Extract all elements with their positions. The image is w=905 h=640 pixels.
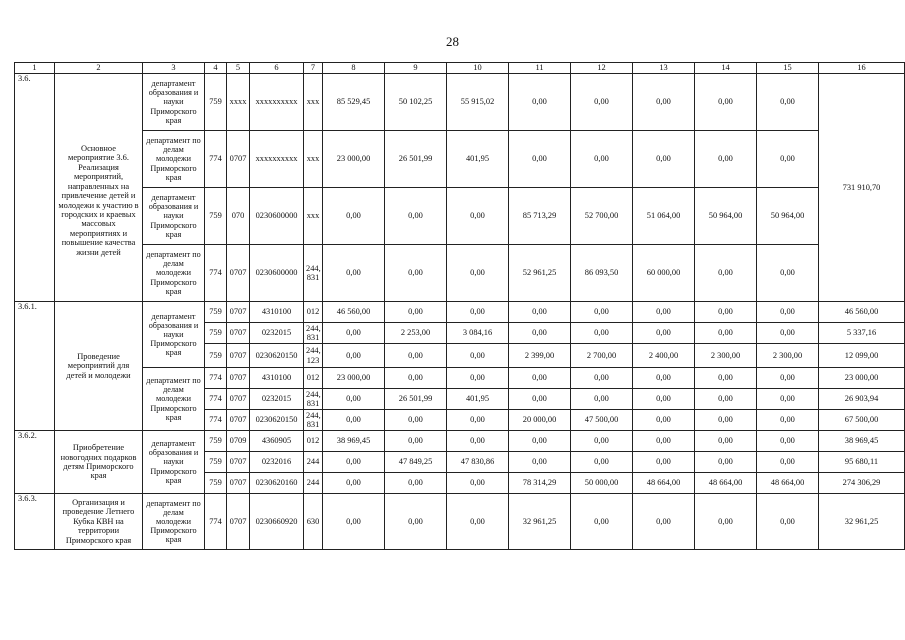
cell-year-value: 0,00 [633, 131, 695, 188]
cell-year-value: 0,00 [509, 368, 571, 389]
cell-year-value: 0,00 [447, 410, 509, 431]
cell-year-value: 0,00 [695, 323, 757, 344]
cell-year-value: 0,00 [571, 131, 633, 188]
page-number: 28 [446, 34, 459, 49]
cell-total: 274 306,29 [819, 473, 905, 494]
cell-year-value: 0,00 [571, 389, 633, 410]
cell-year-value: 0,00 [509, 74, 571, 131]
table-row [15, 74, 905, 131]
cell-total: 67 500,00 [819, 410, 905, 431]
cell-year-value: 0,00 [757, 131, 819, 188]
cell-year-value: 0,00 [509, 452, 571, 473]
cell-year-value: 0,00 [571, 494, 633, 550]
cell-year-value: 0,00 [695, 131, 757, 188]
cell-year-value: 50 102,25 [385, 74, 447, 131]
cell-expense-type: 012 [304, 431, 323, 452]
section-name: Приобретение новогодних подарков детям Приморского края [55, 431, 143, 494]
cell-year-value: 46 560,00 [323, 302, 385, 323]
cell-year-value: 0,00 [447, 344, 509, 368]
cell-section: 0707 [227, 494, 250, 550]
cell-year-value: 0,00 [633, 302, 695, 323]
cell-year-value: 78 314,29 [509, 473, 571, 494]
cell-year-value: 0,00 [385, 188, 447, 245]
cell-grbs: 774 [205, 410, 227, 431]
cell-year-value: 52 961,25 [509, 245, 571, 302]
cell-target: 4360905 [250, 431, 304, 452]
cell-year-value: 0,00 [757, 323, 819, 344]
cell-total: 38 969,45 [819, 431, 905, 452]
cell-target: 0232015 [250, 389, 304, 410]
cell-grbs: 759 [205, 473, 227, 494]
cell-year-value: 0,00 [695, 302, 757, 323]
column-header: 15 [757, 63, 819, 74]
cell-target: 0230600000 [250, 245, 304, 302]
table-row [15, 368, 905, 389]
column-header: 8 [323, 63, 385, 74]
cell-target: 0232016 [250, 452, 304, 473]
cell-year-value: 50 964,00 [757, 188, 819, 245]
cell-section: 0707 [227, 410, 250, 431]
table-row [15, 302, 905, 323]
cell-section: 070 [227, 188, 250, 245]
cell-year-value: 85 529,45 [323, 74, 385, 131]
cell-year-value: 0,00 [385, 302, 447, 323]
cell-expense-type: 630 [304, 494, 323, 550]
column-header: 4 [205, 63, 227, 74]
cell-year-value: 48 664,00 [757, 473, 819, 494]
cell-grbs: 759 [205, 302, 227, 323]
cell-year-value: 0,00 [571, 323, 633, 344]
column-header: 6 [250, 63, 304, 74]
table-row [15, 245, 905, 302]
cell-section: xxxx [227, 74, 250, 131]
cell-year-value: 0,00 [633, 368, 695, 389]
cell-year-value: 0,00 [323, 188, 385, 245]
cell-year-value: 0,00 [757, 452, 819, 473]
cell-year-value: 0,00 [571, 74, 633, 131]
cell-year-value: 0,00 [633, 494, 695, 550]
cell-section: 0707 [227, 131, 250, 188]
cell-year-value: 47 830,86 [447, 452, 509, 473]
cell-year-value: 0,00 [633, 74, 695, 131]
cell-year-value: 0,00 [757, 389, 819, 410]
cell-year-value: 0,00 [447, 473, 509, 494]
cell-expense-type: 244, 831 [304, 410, 323, 431]
cell-year-value: 26 501,99 [385, 131, 447, 188]
cell-grbs: 759 [205, 431, 227, 452]
column-header: 13 [633, 63, 695, 74]
cell-year-value: 0,00 [447, 431, 509, 452]
cell-total: 46 560,00 [819, 302, 905, 323]
cell-year-value: 0,00 [509, 131, 571, 188]
column-header: 3 [143, 63, 205, 74]
cell-total: 26 903,94 [819, 389, 905, 410]
cell-year-value: 0,00 [695, 410, 757, 431]
cell-grbs: 774 [205, 368, 227, 389]
department-cell: департамент по делам молодежи Приморского края [143, 245, 205, 302]
cell-year-value: 0,00 [509, 389, 571, 410]
department-cell: департамент образования и науки Приморского края [143, 431, 205, 494]
cell-year-value: 2 253,00 [385, 323, 447, 344]
cell-grbs: 774 [205, 131, 227, 188]
cell-total: 95 680,11 [819, 452, 905, 473]
column-header: 10 [447, 63, 509, 74]
cell-total: 5 337,16 [819, 323, 905, 344]
cell-expense-type: xxx [304, 131, 323, 188]
cell-grbs: 774 [205, 389, 227, 410]
cell-grbs: 759 [205, 323, 227, 344]
cell-section: 0707 [227, 245, 250, 302]
cell-year-value: 0,00 [695, 389, 757, 410]
cell-year-value: 0,00 [633, 410, 695, 431]
cell-year-value: 0,00 [757, 245, 819, 302]
cell-year-value: 0,00 [757, 494, 819, 550]
cell-year-value: 0,00 [571, 452, 633, 473]
column-header: 11 [509, 63, 571, 74]
cell-year-value: 0,00 [695, 431, 757, 452]
cell-year-value: 47 500,00 [571, 410, 633, 431]
column-header: 9 [385, 63, 447, 74]
cell-year-value: 0,00 [323, 323, 385, 344]
cell-grbs: 759 [205, 452, 227, 473]
table-row [15, 494, 905, 550]
cell-grbs: 759 [205, 74, 227, 131]
cell-year-value: 50 000,00 [571, 473, 633, 494]
section-name: Организация и проведение Летнего Кубка КВН на территории Приморского края [55, 494, 143, 550]
table-row [15, 131, 905, 188]
department-cell: департамент образования и науки Приморского края [143, 74, 205, 131]
cell-target: 0230660920 [250, 494, 304, 550]
cell-year-value: 2 400,00 [633, 344, 695, 368]
cell-total: 32 961,25 [819, 494, 905, 550]
cell-target: 0230600000 [250, 188, 304, 245]
cell-total: 12 099,00 [819, 344, 905, 368]
cell-year-value: 50 964,00 [695, 188, 757, 245]
cell-expense-type: 012 [304, 368, 323, 389]
cell-grbs: 774 [205, 245, 227, 302]
cell-year-value: 401,95 [447, 389, 509, 410]
cell-section: 0707 [227, 323, 250, 344]
section-code: 3.6.3. [15, 494, 55, 550]
column-header: 2 [55, 63, 143, 74]
cell-year-value: 0,00 [509, 431, 571, 452]
cell-section: 0707 [227, 368, 250, 389]
cell-year-value: 48 664,00 [633, 473, 695, 494]
section-code: 3.6.1. [15, 302, 55, 431]
cell-year-value: 0,00 [571, 431, 633, 452]
cell-section: 0707 [227, 302, 250, 323]
cell-year-value: 0,00 [447, 494, 509, 550]
cell-year-value: 0,00 [447, 245, 509, 302]
column-header: 7 [304, 63, 323, 74]
cell-year-value: 0,00 [385, 410, 447, 431]
cell-section: 0707 [227, 452, 250, 473]
cell-year-value: 0,00 [323, 494, 385, 550]
cell-year-value: 0,00 [323, 245, 385, 302]
cell-year-value: 0,00 [695, 494, 757, 550]
cell-target: 0230620150 [250, 344, 304, 368]
section-code: 3.6. [15, 74, 55, 302]
cell-year-value: 48 664,00 [695, 473, 757, 494]
cell-year-value: 2 300,00 [757, 344, 819, 368]
cell-year-value: 0,00 [447, 302, 509, 323]
header-row [15, 63, 905, 74]
cell-year-value: 52 700,00 [571, 188, 633, 245]
cell-expense-type: 244, 123 [304, 344, 323, 368]
cell-expense-type: 244, 831 [304, 389, 323, 410]
cell-year-value: 0,00 [323, 452, 385, 473]
cell-expense-type: xxx [304, 188, 323, 245]
cell-target: 0232015 [250, 323, 304, 344]
column-header: 14 [695, 63, 757, 74]
cell-year-value: 0,00 [385, 368, 447, 389]
cell-year-value: 32 961,25 [509, 494, 571, 550]
department-cell: департамент образования и науки Приморского края [143, 302, 205, 368]
cell-year-value: 0,00 [757, 431, 819, 452]
table-row [15, 188, 905, 245]
cell-year-value: 0,00 [695, 74, 757, 131]
cell-grbs: 759 [205, 188, 227, 245]
cell-year-value: 2 700,00 [571, 344, 633, 368]
section-name: Основное мероприятие 3.6. Реализация мероприятий, направленных на привлечение детей и молодежи к участию в городских и краевых массовых мероприятиях и повышение качества жизни детей [55, 74, 143, 302]
cell-section: 0707 [227, 473, 250, 494]
cell-year-value: 0,00 [695, 368, 757, 389]
cell-year-value: 0,00 [695, 452, 757, 473]
column-header: 16 [819, 63, 905, 74]
cell-expense-type: 244, 831 [304, 323, 323, 344]
cell-expense-type: 244 [304, 473, 323, 494]
cell-year-value: 23 000,00 [323, 368, 385, 389]
cell-year-value: 0,00 [323, 410, 385, 431]
cell-year-value: 0,00 [385, 245, 447, 302]
cell-year-value: 0,00 [757, 302, 819, 323]
column-header: 1 [15, 63, 55, 74]
cell-year-value: 0,00 [757, 410, 819, 431]
section-name: Проведение мероприятий для детей и молодежи [55, 302, 143, 431]
cell-year-value: 0,00 [385, 431, 447, 452]
cell-year-value: 401,95 [447, 131, 509, 188]
cell-year-value: 0,00 [695, 245, 757, 302]
cell-year-value: 55 915,02 [447, 74, 509, 131]
cell-grbs: 774 [205, 494, 227, 550]
cell-target: 0230620160 [250, 473, 304, 494]
cell-section: 0707 [227, 389, 250, 410]
cell-target: 4310100 [250, 368, 304, 389]
cell-year-value: 85 713,29 [509, 188, 571, 245]
cell-target: 4310100 [250, 302, 304, 323]
cell-year-value: 2 300,00 [695, 344, 757, 368]
cell-year-value: 0,00 [633, 323, 695, 344]
cell-year-value: 20 000,00 [509, 410, 571, 431]
cell-year-value: 23 000,00 [323, 131, 385, 188]
cell-year-value: 0,00 [447, 188, 509, 245]
cell-year-value: 0,00 [323, 473, 385, 494]
cell-expense-type: xxx [304, 74, 323, 131]
cell-section: 0707 [227, 344, 250, 368]
cell-year-value: 0,00 [633, 389, 695, 410]
department-cell: департамент по делам молодежи Приморского края [143, 131, 205, 188]
department-cell: департамент по делам молодежи Приморского края [143, 368, 205, 431]
cell-year-value: 0,00 [447, 368, 509, 389]
cell-total: 23 000,00 [819, 368, 905, 389]
cell-year-value: 51 064,00 [633, 188, 695, 245]
cell-expense-type: 244, 831 [304, 245, 323, 302]
cell-year-value: 0,00 [571, 368, 633, 389]
cell-total: 731 910,70 [819, 74, 905, 302]
column-header: 12 [571, 63, 633, 74]
cell-year-value: 38 969,45 [323, 431, 385, 452]
cell-section: 0709 [227, 431, 250, 452]
cell-year-value: 0,00 [571, 302, 633, 323]
cell-year-value: 0,00 [757, 368, 819, 389]
cell-expense-type: 244 [304, 452, 323, 473]
cell-year-value: 0,00 [633, 452, 695, 473]
cell-year-value: 0,00 [757, 74, 819, 131]
cell-year-value: 0,00 [509, 323, 571, 344]
cell-year-value: 86 093,50 [571, 245, 633, 302]
table-row [15, 431, 905, 452]
department-cell: департамент образования и науки Приморского края [143, 188, 205, 245]
department-cell: департамент по делам молодежи Приморского края [143, 494, 205, 550]
cell-target: xxxxxxxxxx [250, 131, 304, 188]
cell-year-value: 0,00 [385, 344, 447, 368]
cell-year-value: 0,00 [633, 431, 695, 452]
cell-year-value: 2 399,00 [509, 344, 571, 368]
budget-table [14, 62, 905, 550]
cell-year-value: 60 000,00 [633, 245, 695, 302]
cell-year-value: 0,00 [323, 389, 385, 410]
column-header: 5 [227, 63, 250, 74]
cell-year-value: 0,00 [509, 302, 571, 323]
cell-expense-type: 012 [304, 302, 323, 323]
cell-year-value: 3 084,16 [447, 323, 509, 344]
cell-year-value: 0,00 [385, 473, 447, 494]
cell-year-value: 47 849,25 [385, 452, 447, 473]
section-code: 3.6.2. [15, 431, 55, 494]
cell-year-value: 26 501,99 [385, 389, 447, 410]
cell-year-value: 0,00 [323, 344, 385, 368]
cell-target: xxxxxxxxxx [250, 74, 304, 131]
cell-target: 0230620150 [250, 410, 304, 431]
cell-year-value: 0,00 [385, 494, 447, 550]
cell-grbs: 759 [205, 344, 227, 368]
